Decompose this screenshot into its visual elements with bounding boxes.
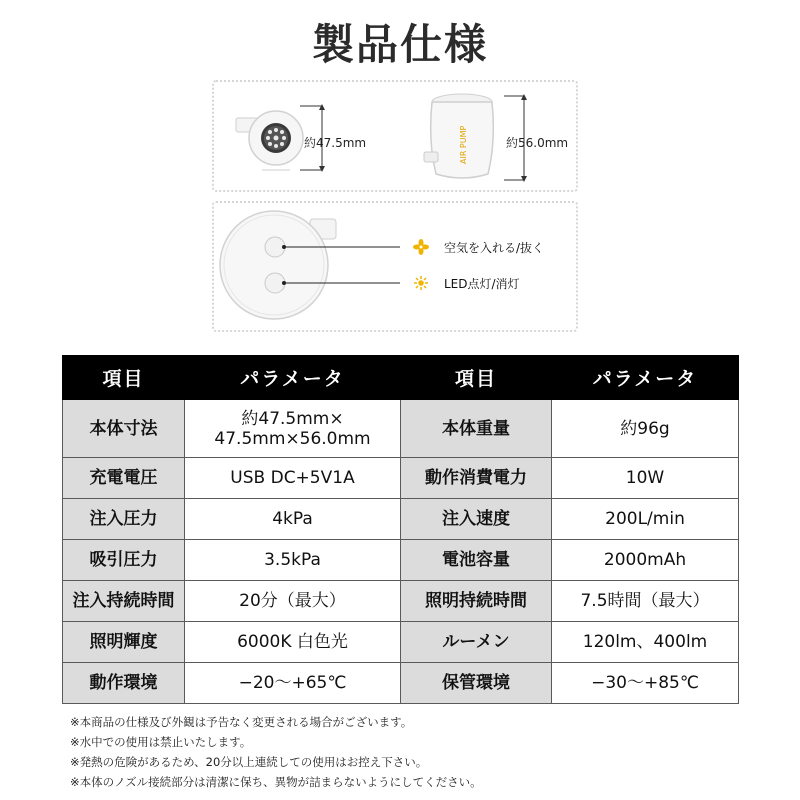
table-row bbox=[63, 581, 739, 622]
top-view-product bbox=[220, 211, 336, 319]
note-item: ※水中での使用は禁止いたします。 bbox=[70, 735, 252, 749]
spec-key: 本体寸法 bbox=[63, 400, 185, 458]
dimension-diagram-panel bbox=[212, 80, 578, 192]
spec-value: 6000K 白色光 bbox=[185, 622, 401, 663]
note-item: ※本商品の仕様及び外観は予告なく変更される場合がございます。 bbox=[70, 715, 413, 729]
spec-key: ルーメン bbox=[401, 622, 552, 663]
spec-key: 注入持続時間 bbox=[63, 581, 185, 622]
spec-key: 注入圧力 bbox=[63, 499, 185, 540]
column-header: 項目 bbox=[401, 356, 552, 400]
spec-value-line: 約47.5mm× bbox=[241, 408, 344, 429]
spec-table bbox=[62, 355, 739, 704]
spec-value: 200L/min bbox=[552, 499, 739, 540]
spec-key: 動作消費電力 bbox=[401, 458, 552, 499]
fan-feature-label: 空気を入れる/抜く bbox=[444, 241, 545, 255]
spec-key: 充電電圧 bbox=[63, 458, 185, 499]
spec-value: −30〜+85℃ bbox=[552, 663, 739, 704]
note-item: ※本体のノズル接続部分は清潔に保ち、異物が詰まらないようにしてください。 bbox=[70, 775, 482, 789]
spec-value: −20〜+65℃ bbox=[185, 663, 401, 704]
front-view-product bbox=[424, 94, 493, 178]
page-title: 製品仕様 bbox=[311, 20, 488, 69]
spec-value: 3.5kPa bbox=[185, 540, 401, 581]
spec-key: 保管環境 bbox=[401, 663, 552, 704]
light-feature-label: LED点灯/消灯 bbox=[444, 277, 520, 291]
spec-key: 本体重量 bbox=[401, 400, 552, 458]
spec-value: 7.5時間（最大） bbox=[552, 581, 739, 622]
width-dimension-label: 約47.5mm bbox=[304, 136, 367, 150]
column-header: 項目 bbox=[63, 356, 185, 400]
spec-value: 4kPa bbox=[185, 499, 401, 540]
table-row bbox=[63, 499, 739, 540]
spec-value: 約96g bbox=[552, 400, 739, 458]
button-diagram-panel bbox=[212, 201, 578, 332]
height-dimension-label: 約56.0mm bbox=[506, 136, 569, 150]
column-header: パラメータ bbox=[552, 356, 739, 400]
spec-key: 動作環境 bbox=[63, 663, 185, 704]
spec-value: 20分（最大） bbox=[185, 581, 401, 622]
table-row bbox=[63, 400, 739, 458]
table-row bbox=[63, 622, 739, 663]
table-row bbox=[63, 458, 739, 499]
spec-key: 吸引圧力 bbox=[63, 540, 185, 581]
spec-value: 10W bbox=[552, 458, 739, 499]
column-header: パラメータ bbox=[185, 356, 401, 400]
light-icon bbox=[414, 276, 428, 290]
fan-icon bbox=[413, 239, 429, 255]
spec-key: 注入速度 bbox=[401, 499, 552, 540]
spec-value: USB DC+5V1A bbox=[185, 458, 401, 499]
button-diagram bbox=[214, 203, 576, 330]
notes-list bbox=[70, 712, 482, 792]
spec-value bbox=[185, 400, 401, 458]
product-brand-label: AIR PUMP bbox=[459, 125, 468, 164]
spec-key: 電池容量 bbox=[401, 540, 552, 581]
table-header-row bbox=[63, 356, 739, 400]
table-row bbox=[63, 540, 739, 581]
table-row bbox=[63, 663, 739, 704]
spec-key: 照明輝度 bbox=[63, 622, 185, 663]
side-view-product bbox=[236, 111, 303, 170]
spec-value-line: 47.5mm×56.0mm bbox=[214, 428, 371, 449]
spec-value: 2000mAh bbox=[552, 540, 739, 581]
spec-value: 120lm、400lm bbox=[552, 622, 739, 663]
note-item: ※発熱の危険があるため、20分以上連続しての使用はお控え下さい。 bbox=[70, 755, 428, 769]
spec-key: 照明持続時間 bbox=[401, 581, 552, 622]
